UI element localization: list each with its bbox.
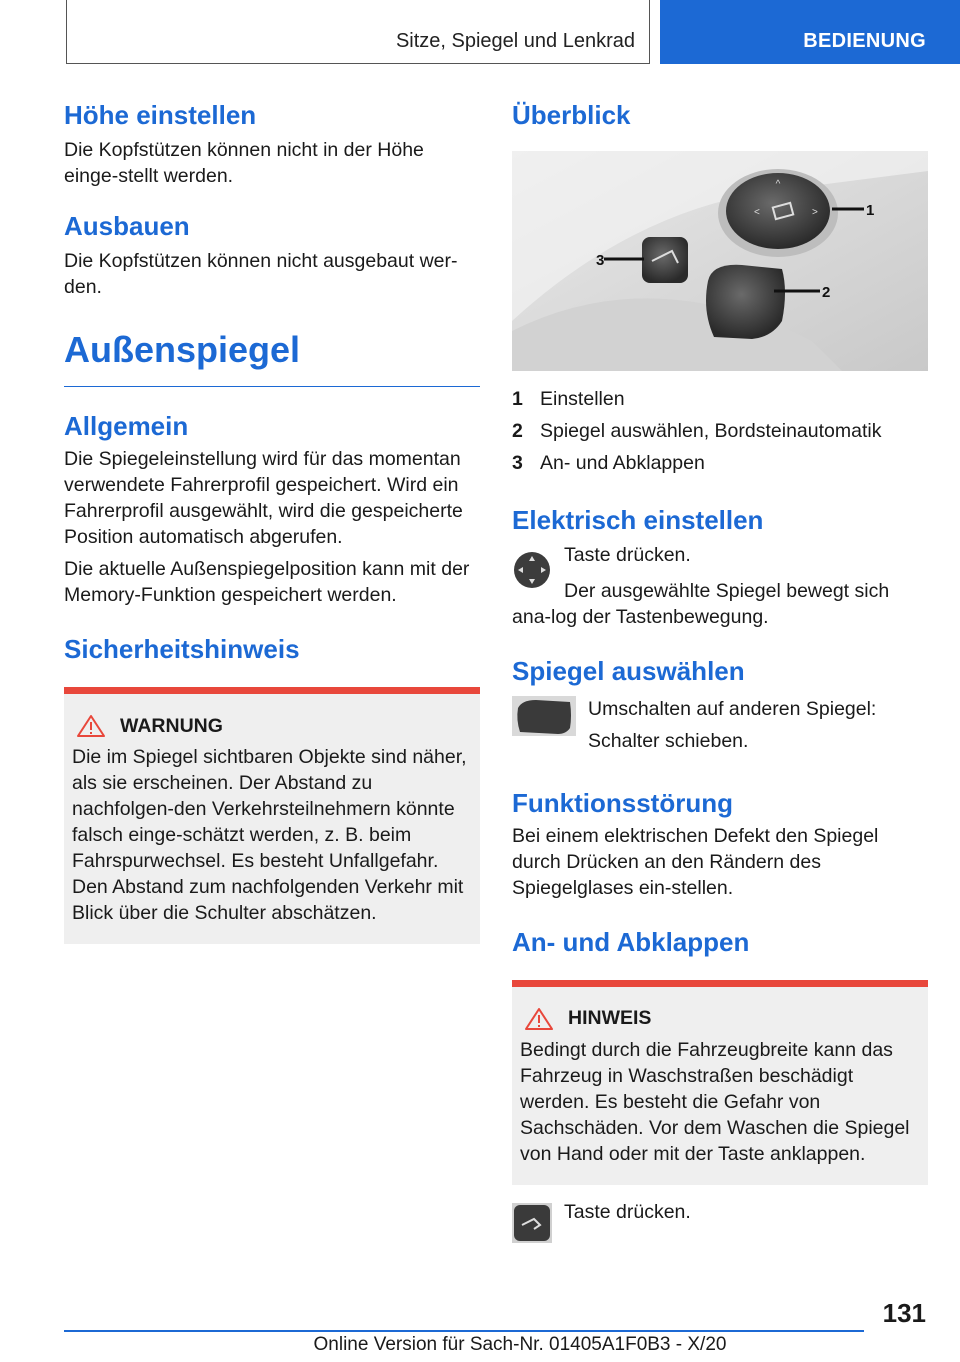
paragraph-auswaehlen-1: Umschalten auf anderen Spiegel: xyxy=(588,697,877,720)
chapter-divider xyxy=(64,386,480,388)
heading-elektrisch-einstellen: Elektrisch einstellen xyxy=(512,505,764,536)
paragraph-elektrisch-1: Taste drücken. xyxy=(564,544,691,567)
legend-number: 2 xyxy=(512,420,523,443)
notice-text: Bedingt durch die Fahrzeugbreite kann das Fahrzeug in Waschstraßen beschädigt werden. Es besteht die Gefahr von Sachschäden. Vor dem Waschen die Spiegel von Hand oder mit der Taste anklappen. xyxy=(520,1038,910,1165)
mirror-select-switch-icon xyxy=(512,696,576,736)
notice-triangle-icon xyxy=(524,1007,554,1031)
figure-label-2: 2 xyxy=(822,284,831,302)
paragraph-funktionsstoerung: Bei einem elektrischen Defekt den Spiegel durch Drücken an den Rändern des Spiegelglases ein-stellen. xyxy=(512,824,879,899)
heading-ausbauen: Ausbauen xyxy=(64,211,190,242)
heading-ueberblick: Überblick xyxy=(512,100,631,130)
paragraph-auswaehlen-2: Schalter schieben. xyxy=(588,729,749,752)
figure-legend xyxy=(512,383,928,479)
paragraph-allgemein-1: Die Spiegeleinstellung wird für das momentan verwendete Fahrerprofil gespeichert. Wird ein Fahrerprofil ausgewählt, wird die gespeicherte Position automatisch abgerufen. xyxy=(64,448,463,549)
warning-text: Die im Spiegel sichtbaren Objekte sind näher, als sie erscheinen. Der Abstand zu nachfolgen-den Verkehrsteilnehmern könnte falsch einge-schätzt werden, z. B. beim Fahrspurwechsel. Es besteht Unfallgefahr. Den Abstand zum nachfolgenden Verkehr mit Blick über die Schulter abschätzen. xyxy=(72,746,467,925)
legend-text: Einstellen xyxy=(540,388,625,411)
warning-triangle-icon xyxy=(76,714,106,738)
footer-version-text: Online Version für Sach-Nr. 01405A1F0B3 - X/20 xyxy=(313,1334,727,1355)
notice-title: HINWEIS xyxy=(568,1007,652,1030)
page-number: 131 xyxy=(882,1298,926,1328)
right-column xyxy=(512,100,928,1243)
paragraph-abklappen: Taste drücken. xyxy=(564,1200,691,1223)
heading-spiegel-auswaehlen: Spiegel auswählen xyxy=(512,656,745,687)
auswaehlen-text xyxy=(588,696,876,754)
heading-hoehe-einstellen: Höhe einstellen xyxy=(64,100,257,130)
mirror-adjust-button-icon xyxy=(512,550,552,590)
svg-text:<: < xyxy=(754,207,760,219)
legend-item xyxy=(512,415,928,447)
heading-an-und-abklappen: An- und Abklappen xyxy=(512,926,750,957)
auswaehlen-instruction xyxy=(512,696,928,754)
legend-text: Spiegel auswählen, Bordsteinautomatik xyxy=(540,420,882,443)
section-header-box xyxy=(66,0,650,64)
section-title: Sitze, Spiegel und Lenkrad xyxy=(395,30,635,52)
notice-box xyxy=(512,980,928,1185)
svg-text:^: ^ xyxy=(775,179,781,191)
figure-label-1: 1 xyxy=(866,202,875,220)
warning-box xyxy=(64,687,480,944)
paragraph-hoehe: Die Kopfstützen können nicht in der Höhe einge-stellt werden. xyxy=(64,139,424,188)
heading-sicherheitshinweis: Sicherheitshinweis xyxy=(64,634,300,665)
figure-label-3: 3 xyxy=(596,252,605,270)
chapter-tab-label: BEDIENUNG xyxy=(803,30,926,52)
chapter-tab xyxy=(660,0,960,64)
page-header xyxy=(0,0,960,66)
heading-funktionsstoerung: Funktionsstörung xyxy=(512,787,733,818)
warning-title: WARNUNG xyxy=(120,714,223,737)
legend-text: An- und Abklappen xyxy=(540,452,705,475)
svg-text:>: > xyxy=(812,207,818,219)
heading-allgemein: Allgemein xyxy=(64,411,189,442)
legend-item xyxy=(512,383,928,415)
chapter-heading-aussenspiegel: Außenspiegel xyxy=(64,329,301,371)
mirror-controls-figure xyxy=(512,151,928,371)
mirror-controls-illustration xyxy=(512,151,928,371)
legend-number: 3 xyxy=(512,452,523,475)
abklappen-instruction xyxy=(512,1199,928,1243)
left-column xyxy=(64,100,480,944)
paragraph-elektrisch-2: Der ausgewählte Spiegel bewegt sich ana-log der Tastenbewegung. xyxy=(512,580,890,629)
legend-number: 1 xyxy=(512,388,523,411)
mirror-fold-button-icon xyxy=(512,1203,552,1243)
paragraph-allgemein-2: Die aktuelle Außenspiegelposition kann mit der Memory-Funktion gespeichert werden. xyxy=(64,558,470,607)
paragraph-ausbauen: Die Kopfstützen können nicht ausgebaut wer-den. xyxy=(64,250,458,299)
warning-title-row xyxy=(72,714,472,738)
notice-title-row xyxy=(520,1007,920,1031)
footer-divider xyxy=(64,1330,864,1332)
legend-item xyxy=(512,447,928,479)
